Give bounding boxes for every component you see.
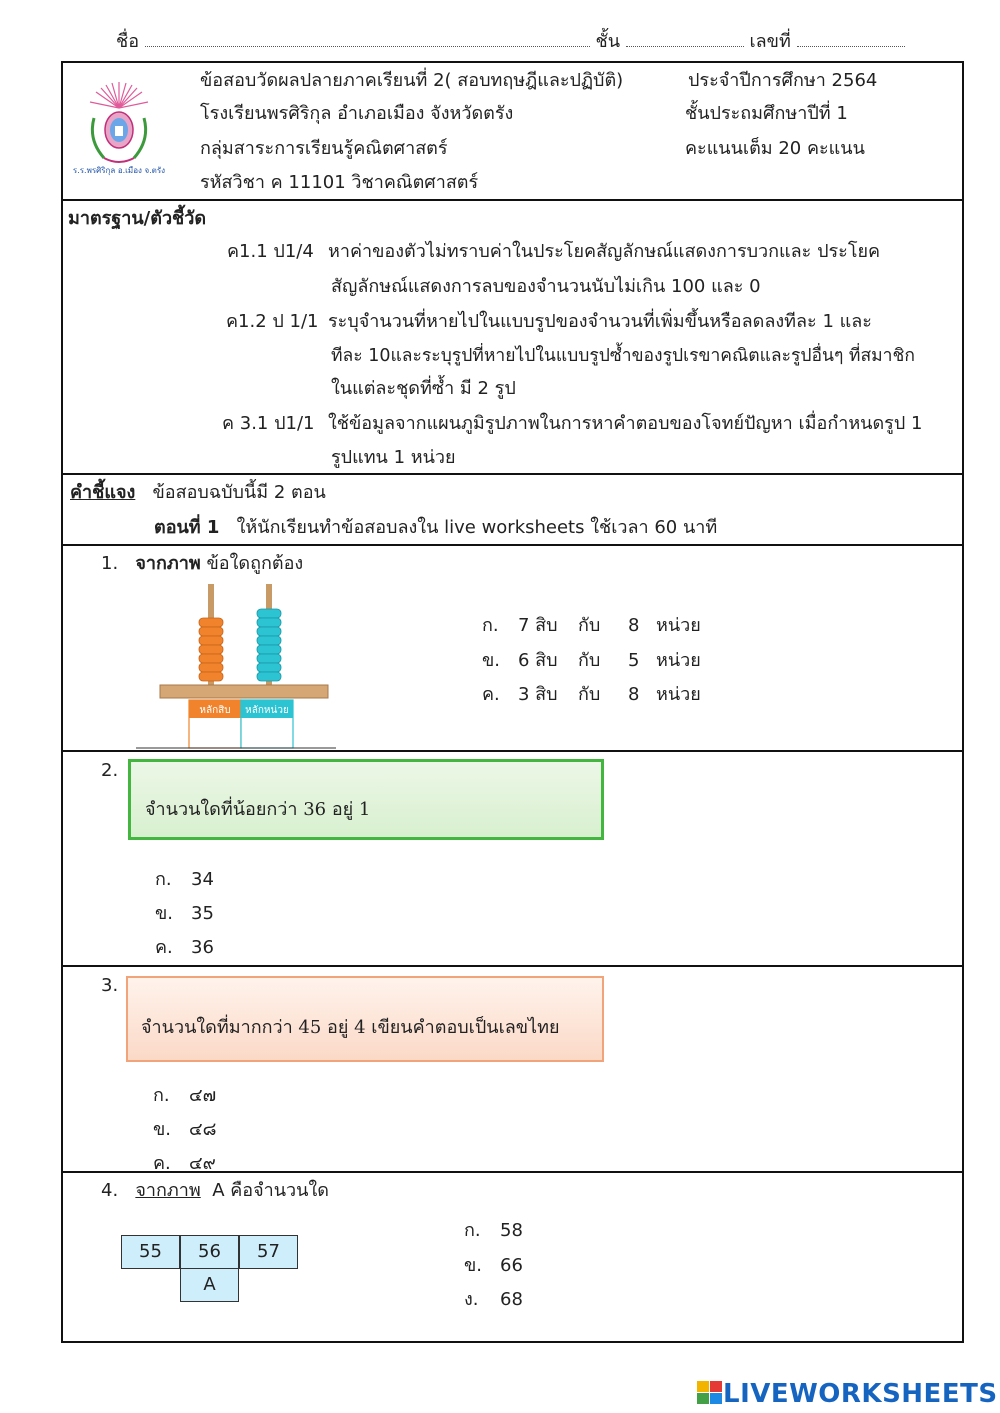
standard-code: ค1.1 ป1/4: [227, 241, 314, 262]
full-score: คะแนนเต็ม 20 คะแนน: [685, 138, 865, 159]
q4-choice-b[interactable]: ข. 66: [464, 1255, 523, 1276]
logo-text: ร.ร.พรศิริกุล อ.เมือง จ.ตรัง: [72, 166, 166, 175]
subject-code: รหัสวิชา ค 11101 วิชาคณิตศาสตร์: [200, 172, 479, 193]
standard-text: ระบุจำนวนที่หายไปในแบบรูปของจำนวนที่เพิ่มขึ้นหรือลดลงทีละ 1 และ: [328, 311, 872, 332]
question-number: 2.: [101, 760, 119, 781]
tens-label: หลักสิบ: [199, 705, 231, 716]
q1-choice-c[interactable]: ค. 3 สิบ กับ 8 หน่วย: [482, 684, 701, 705]
standard-text: สัญลักษณ์แสดงการลบของจำนวนนับไม่เกิน 100 และ 0: [331, 276, 761, 297]
student-info-line: [116, 26, 905, 55]
instructions-label: คำชี้แจง: [70, 482, 136, 503]
q2-choice-c[interactable]: ค. 36: [155, 937, 214, 958]
instructions-text: ข้อสอบฉบับนี้มี 2 ตอน: [152, 482, 326, 503]
instructions: [70, 482, 326, 504]
standard-text: ทีละ 10และระบุรูปที่หายไปในแบบรูปซ้ำของรูปเรขาคณิตและรูปอื่นๆ ที่สมาชิก: [331, 346, 915, 366]
academic-year: ประจำปีการศึกษา 2564: [688, 70, 878, 91]
q4-choice-a[interactable]: ก. 58: [464, 1220, 523, 1241]
divider: [61, 965, 964, 967]
standard-text: รูปแทน 1 หน่วย: [331, 447, 456, 468]
q1-choice-b[interactable]: ข. 6 สิบ กับ 5 หน่วย: [482, 650, 701, 671]
part-text: ให้นักเรียนทำข้อสอบลงใน live worksheets ใช้เวลา 60 นาที: [236, 517, 718, 538]
question-3-text: จำนวนใดที่มากกว่า 45 อยู่ 4 เขียนคำตอบเป็นเลขไทย: [141, 1017, 560, 1038]
prompt-underlined: จากภาพ: [135, 1180, 201, 1201]
question-number: 4.: [101, 1180, 119, 1201]
q1-choice-a[interactable]: ก. 7 สิบ กับ 8 หน่วย: [482, 615, 701, 636]
liveworksheets-icon: [697, 1381, 723, 1405]
divider: [61, 199, 964, 201]
grid-cell: 56: [180, 1235, 239, 1269]
prompt-text: ข้อใดถูกต้อง: [206, 553, 304, 574]
abacus-base: [160, 685, 328, 698]
part-label: ตอนที่ 1: [154, 517, 220, 538]
class-label: ชั้น: [595, 31, 621, 52]
school-name: โรงเรียนพรศิริกุล อำเภอเมือง จังหวัดตรัง: [200, 103, 514, 124]
tens-beads: [199, 618, 223, 681]
part-instructions: [154, 517, 717, 539]
q2-choice-a[interactable]: ก. 34: [155, 869, 214, 890]
school-logo: [72, 78, 166, 178]
units-label: หลักหน่วย: [245, 705, 289, 716]
grid-cell-unknown: A: [180, 1268, 239, 1302]
divider: [61, 473, 964, 475]
standard-code: ค 3.1 ป1/1: [222, 413, 315, 434]
q4-choice-c[interactable]: ง. 68: [464, 1289, 523, 1310]
divider: [61, 750, 964, 752]
number-field[interactable]: [797, 32, 905, 47]
prompt-text: A คือจำนวนใด: [212, 1180, 329, 1201]
number-label: เลขที่: [749, 31, 791, 52]
units-beads: [257, 609, 281, 681]
name-field[interactable]: [145, 32, 590, 47]
standards-title: มาตรฐาน/ตัวชี้วัด: [68, 208, 207, 229]
class-field[interactable]: [626, 32, 744, 47]
prompt-bold: จากภาพ: [135, 553, 201, 574]
question-number: 3.: [101, 975, 119, 996]
grid-cell: 57: [239, 1235, 298, 1269]
q2-choice-b[interactable]: ข. 35: [155, 903, 214, 924]
question-4-prompt: [101, 1180, 329, 1202]
standard-text: ในแต่ละชุดที่ซ้ำ มี 2 รูป: [331, 378, 516, 399]
q3-choice-a[interactable]: ก. ๔๗: [153, 1085, 217, 1106]
standard-code: ค1.2 ป 1/1: [226, 311, 319, 332]
grid-cell: 55: [121, 1235, 180, 1269]
divider: [61, 544, 964, 546]
grade-level: ชั้นประถมศึกษาปีที่ 1: [685, 103, 848, 124]
standard-text: หาค่าของตัวไม่ทราบค่าในประโยคสัญลักษณ์แสดงการบวกและ ประโยค: [328, 241, 881, 262]
question-1-prompt: [101, 553, 303, 575]
abacus-image: [136, 582, 338, 750]
subject-group: กลุ่มสาระการเรียนรู้คณิตศาสตร์: [200, 138, 448, 159]
exam-title: ข้อสอบวัดผลปลายภาคเรียนที่ 2( สอบทฤษฎีและปฏิบัติ): [200, 70, 624, 91]
q3-choice-b[interactable]: ข. ๔๘: [153, 1119, 217, 1140]
question-2-text: จำนวนใดที่น้อยกว่า 36 อยู่ 1: [145, 799, 371, 820]
liveworksheets-logo: [697, 1379, 998, 1409]
q3-choice-c[interactable]: ค. ๔๙: [153, 1153, 216, 1174]
question-number: 1.: [101, 553, 119, 574]
name-label: ชื่อ: [116, 31, 140, 52]
brand-text: LIVEWORKSHEETS: [723, 1379, 998, 1409]
standard-text: ใช้ข้อมูลจากแผนภูมิรูปภาพในการหาคำตอบของโจทย์ปัญหา เมื่อกำหนดรูป 1: [328, 413, 923, 434]
